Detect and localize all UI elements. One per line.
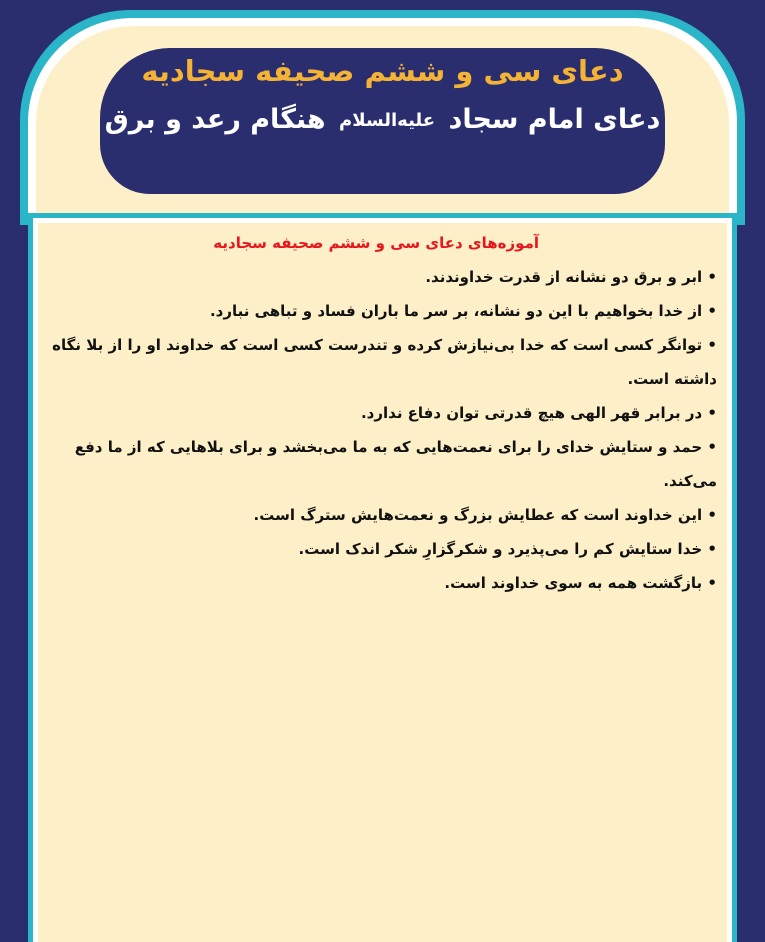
page-title: دعای سی و ششم صحیفه سجادیه bbox=[141, 54, 624, 88]
list-item: • این خداوند است که عطایش بزرگ و نعمت‌هایش سترگ است. bbox=[48, 498, 717, 532]
list-item: • از خدا بخواهیم با این دو نشانه، بر سر ما باران فساد و تباهی نبارد. bbox=[48, 294, 717, 328]
list-item: • ابر و برق دو نشانه از قدرت خداوندند. bbox=[48, 260, 717, 294]
subtitle-part-2: هنگام رعد و برق bbox=[104, 104, 326, 135]
list-item: • در برابر قهر الهی هیچ قدرتی توان دفاع ندارد. bbox=[48, 396, 717, 430]
teachings-list bbox=[48, 260, 717, 600]
list-item: • خدا ستایش کم را می‌پذیرد و شکرگزارِ شکر اندک است. bbox=[48, 532, 717, 566]
list-item: • حمد و ستایش خدای را برای نعمت‌هایی که به ما می‌بخشد و برای بلاهایی که از ما دفع می‌کند. bbox=[48, 430, 717, 498]
list-item: • بازگشت همه به سوی خداوند است. bbox=[48, 566, 717, 600]
list-item: • توانگر کسی است که خدا بی‌نیازش کرده و تندرست کسی است که خداوند او را از بلا نگاه داشته است. bbox=[48, 328, 717, 396]
content-heading: آموزه‌های دعای سی و ششم صحیفه سجادیه bbox=[213, 234, 539, 252]
honorific-glyph: علیه‌السلام bbox=[339, 110, 436, 131]
content-area bbox=[48, 230, 717, 600]
subtitle-part-1: دعای امام سجاد bbox=[448, 104, 661, 135]
page-subtitle bbox=[100, 104, 665, 135]
